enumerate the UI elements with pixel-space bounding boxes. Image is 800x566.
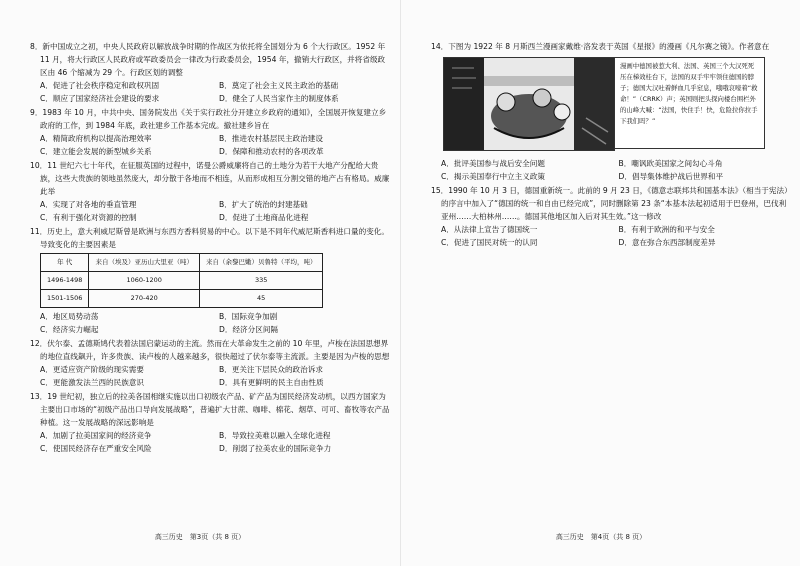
spice-import-table: [40, 253, 323, 308]
question-9: [30, 106, 390, 158]
option-c: C．更能激发法兰西的民族意识: [40, 378, 145, 387]
cartoon-drawing: [444, 58, 614, 150]
option-d: D．倡导集体维护战后世界和平: [618, 172, 724, 181]
option-b: B．扩大了统治的封建基础: [219, 200, 308, 209]
question-stem: 13．19 世纪初，独立后的拉美各国相继实施以出口初级农产品、矿产品为国民经济发动机，以西方国家为主要出口市场的“初级产品出口导向发展战略”，普遍扩大甘蔗、咖啡、棉花、烟草、可可、畜牧等农产品种植。这一发展战略的深远影响是: [30, 392, 390, 427]
option-c: C．建立能会发展的新型城乡关系: [40, 147, 152, 156]
option-d: D．具有更鲜明的民主自由性质: [219, 378, 324, 387]
option-a: A．实现了对各地的垂直管理: [40, 200, 137, 209]
question-12: [30, 337, 390, 389]
cartoon-figure: [443, 57, 788, 153]
table-header: 来自（余黎巴嫩）贝鲁特（平均，吨）: [199, 254, 323, 272]
cartoon-caption: 漫画中德国被惹大利、法国、英国三个大汉死死压在梯效桂台下，法国的双手牢牢领住德国的脖子；德国大汉吐着鲜血几乎窒息，哦哦哀嚎着“救命！”（CRRK）声；英国则把头探向楼台围栏外的山峰大喊：“法国，快住手！快，危险拉你拉手下我们吗？”: [615, 57, 765, 149]
table-cell: 1060-1200: [89, 272, 200, 290]
question-stem: 10．11 世纪六七十年代，在征服英国的过程中，诺曼公爵威廉将自己的土地分为若干大地产分配给大贵族，这些大贵族的领地虽然庞大，却分散于各地而不相连，从而形成相互分割交错的地产占有格局。威廉此举: [30, 161, 390, 196]
option-d: D．保障和推动农村的各项改革: [219, 147, 324, 156]
table-cell: 1501-1506: [41, 290, 89, 308]
option-a: A．更适应资产阶级的现实需要: [40, 365, 144, 374]
question-14: [431, 40, 788, 183]
option-d: D．意在弥合东西部制度差异: [618, 238, 716, 247]
option-a: A．促进了社会秩序稳定和政权巩固: [40, 81, 160, 90]
table-header: 年 代: [41, 254, 89, 272]
page-footer: 高三历史 第3页（共 8 页）: [154, 533, 246, 541]
option-a: A．加剧了拉美国家间的经济竞争: [40, 431, 152, 440]
option-c: C．促进了国民对统一的认同: [441, 238, 538, 247]
option-a: A．地区局势动荡: [40, 312, 99, 321]
question-10: [30, 159, 390, 224]
option-d: D．促进了土地商品化进程: [219, 213, 309, 222]
question-stem: 9．1983 年 10 月，中共中央、国务院发出《关于实行政社分开建立乡政府的通知》，全国展开恢复建立乡政府的工作，到 1984 年底，政社建乡工作基本完成。撤社建乡旨在: [30, 108, 387, 130]
option-c: C．顺应了国家经济社会建设的要求: [40, 94, 160, 103]
table-cell: 45: [199, 290, 323, 308]
question-8: [30, 40, 390, 105]
option-d: D．健全了人民当家作主的制度体系: [219, 94, 339, 103]
question-stem: 11．历史上，意大利威尼斯曾是欧洲与东西方香料贸易的中心。以下是不同年代威尼斯香料进口量的变化。导致变化的主要因素是: [30, 227, 389, 249]
table-row: [41, 290, 323, 308]
option-c: C．使国民经济存在严重安全风险: [40, 444, 152, 453]
option-a: A．从法律上宣告了德国统一: [441, 225, 538, 234]
option-c: C．经济实力崛起: [40, 325, 99, 334]
option-c: C．揭示美国奉行中立主义政策: [441, 172, 546, 181]
question-stem: 15．1990 年 10 月 3 日，德国重新统一。此前的 9 月 23 日，《德意志联邦共和国基本法》（相当于宪法）的序言中加入了“德国的统一和自由已经完成”，同时删除第 23 条“本基本法起初适用于巴登州，巴伐利亚州……大柏林州……。德国其他地区加入后对其生效。”这一修改: [431, 186, 788, 221]
option-d: D．经济分区间隔: [219, 325, 279, 334]
option-b: B．更关注下层民众的政治诉求: [219, 365, 323, 374]
option-d: D．削弱了拉美农业的国际竞争力: [219, 444, 332, 453]
option-b: B．有利于欧洲的和平与安全: [618, 225, 715, 234]
question-stem: 14．下图为 1922 年 8 月斯西兰漫画家戴维·洛发表于英国《星报》的漫画《凡尔赛之镜》。作者意在: [431, 42, 770, 51]
option-b: B．奠定了社会主义民主政治的基础: [219, 81, 339, 90]
page-footer: 高三历史 第4页（共 8 页）: [555, 533, 647, 541]
question-13: [30, 390, 390, 455]
table-cell: 270-420: [89, 290, 200, 308]
option-a: A．批评美国参与战后安全问题: [441, 159, 545, 168]
table-cell: 1496-1498: [41, 272, 89, 290]
option-b: B．推进农村基层民主政治建设: [219, 134, 323, 143]
option-b: B．嘲讽欧美国家之间勾心斗角: [618, 159, 723, 168]
table-header: 来自（埃及）亚历山大里亚（吨）: [89, 254, 200, 272]
cartoon-image: [443, 57, 615, 151]
question-15: [431, 184, 788, 249]
option-c: C．有利于强化对资源的控制: [40, 213, 137, 222]
question-11: [30, 225, 390, 336]
option-b: B．国际竞争加剧: [219, 312, 278, 321]
table-cell: 335: [199, 272, 323, 290]
question-stem: 12．伏尔泰、孟德斯鸠代表着法国启蒙运动的主流。然而在大革命发生之前的 10 年里，卢梭在法国思想界的地位直线飙升，许多贵族、读卢梭的人越来越多，很快超过了伏尔泰等主流派。主要是因为卢梭的思想: [30, 339, 390, 361]
table-row: [41, 272, 323, 290]
page-4: [400, 0, 800, 566]
option-b: B．导致拉美难以融入全球化进程: [219, 431, 331, 440]
option-a: A．精简政府机构以提高治理效率: [40, 134, 152, 143]
question-stem: 8．新中国成立之初，中央人民政府以解放战争时期的作战区为依托将全国划分为 6 个大行政区。1952 年 11 月，将大行政区人民政府或军政委员会一律改为行政委员会，1954 年，撤销大行政区，并将省级政区由 46 个缩减为 29 个。行政区划的调整: [30, 42, 386, 77]
